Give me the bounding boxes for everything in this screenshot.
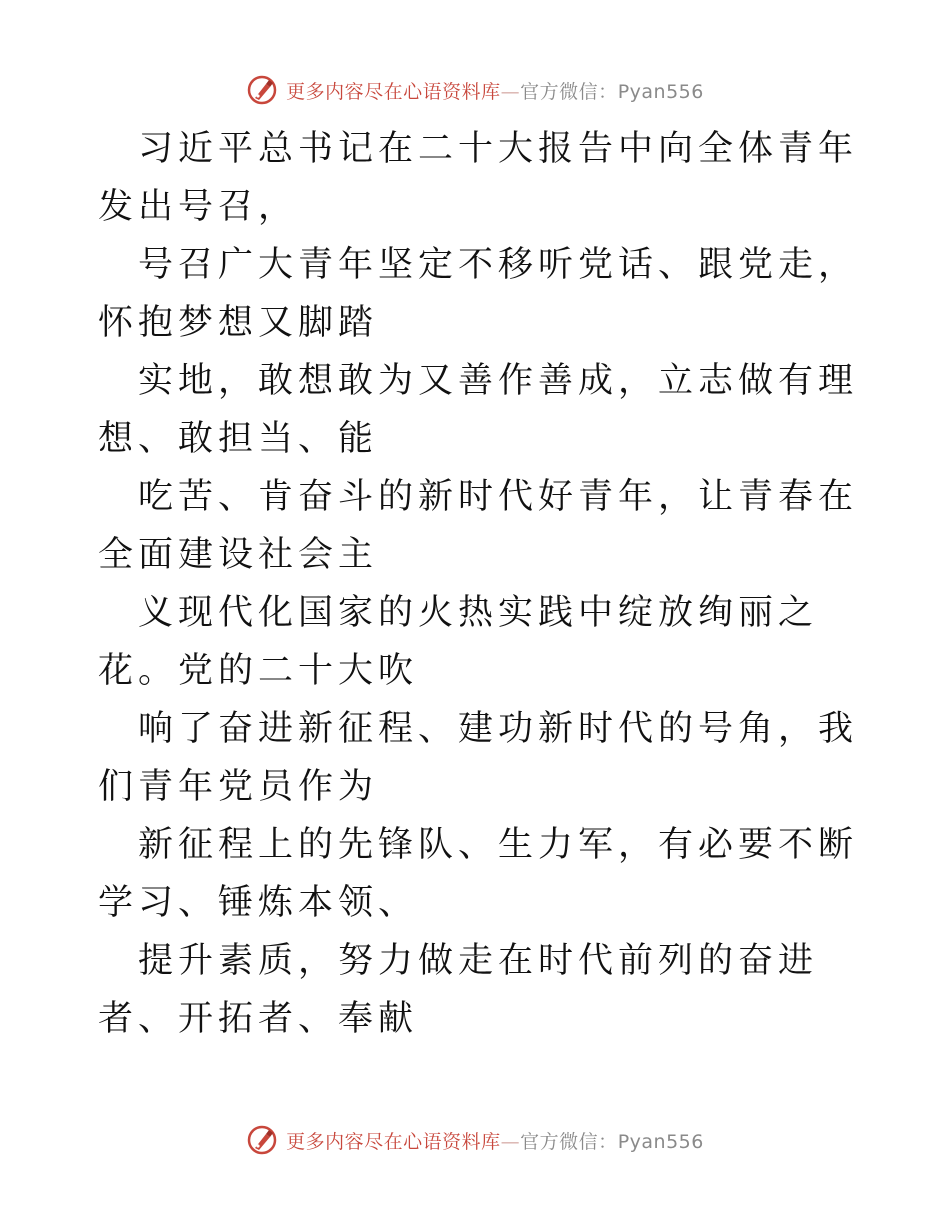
header-wechat-label: 官方微信： — [520, 80, 618, 103]
pen-logo-icon — [246, 74, 278, 106]
pen-logo-icon — [246, 1124, 278, 1156]
header-separator: — — [500, 80, 521, 103]
header-banner — [0, 70, 950, 110]
footer-banner-text — [286, 1127, 704, 1154]
paragraph-6: 响了奋进新征程、建功新时代的号角，我们青年党员作为 — [98, 709, 859, 807]
paragraph-3: 实地，敢想敢为又善作善成，立志做有理想、敢担当、能 — [98, 361, 859, 459]
footer-brand-text: 更多内容尽在心语资料库 — [286, 1130, 501, 1153]
header-wechat-id: Pyan556 — [617, 80, 704, 103]
paragraph-7: 新征程上的先锋队、生力军，有必要不断学习、锤炼本领、 — [98, 825, 859, 923]
paragraph-1: 习近平总书记在二十大报告中向全体青年发出号召， — [98, 129, 859, 227]
paragraph-8: 提升素质，努力做走在时代前列的奋进者、开拓者、奉献 — [98, 941, 819, 1039]
footer-separator: — — [500, 1130, 521, 1153]
paragraph-5: 义现代化国家的火热实践中绽放绚丽之花。党的二十大吹 — [98, 593, 819, 691]
footer-wechat-label: 官方微信： — [520, 1130, 618, 1153]
header-brand-text: 更多内容尽在心语资料库 — [286, 80, 501, 103]
paragraph-4: 吃苦、肯奋斗的新时代好青年，让青春在全面建设社会主 — [98, 477, 859, 575]
document-body — [98, 120, 858, 1048]
footer-wechat-id: Pyan556 — [617, 1130, 704, 1153]
header-banner-text — [286, 77, 704, 104]
paragraph-2: 号召广大青年坚定不移听党话、跟党走，怀抱梦想又脚踏 — [98, 245, 859, 343]
footer-banner — [0, 1120, 950, 1160]
